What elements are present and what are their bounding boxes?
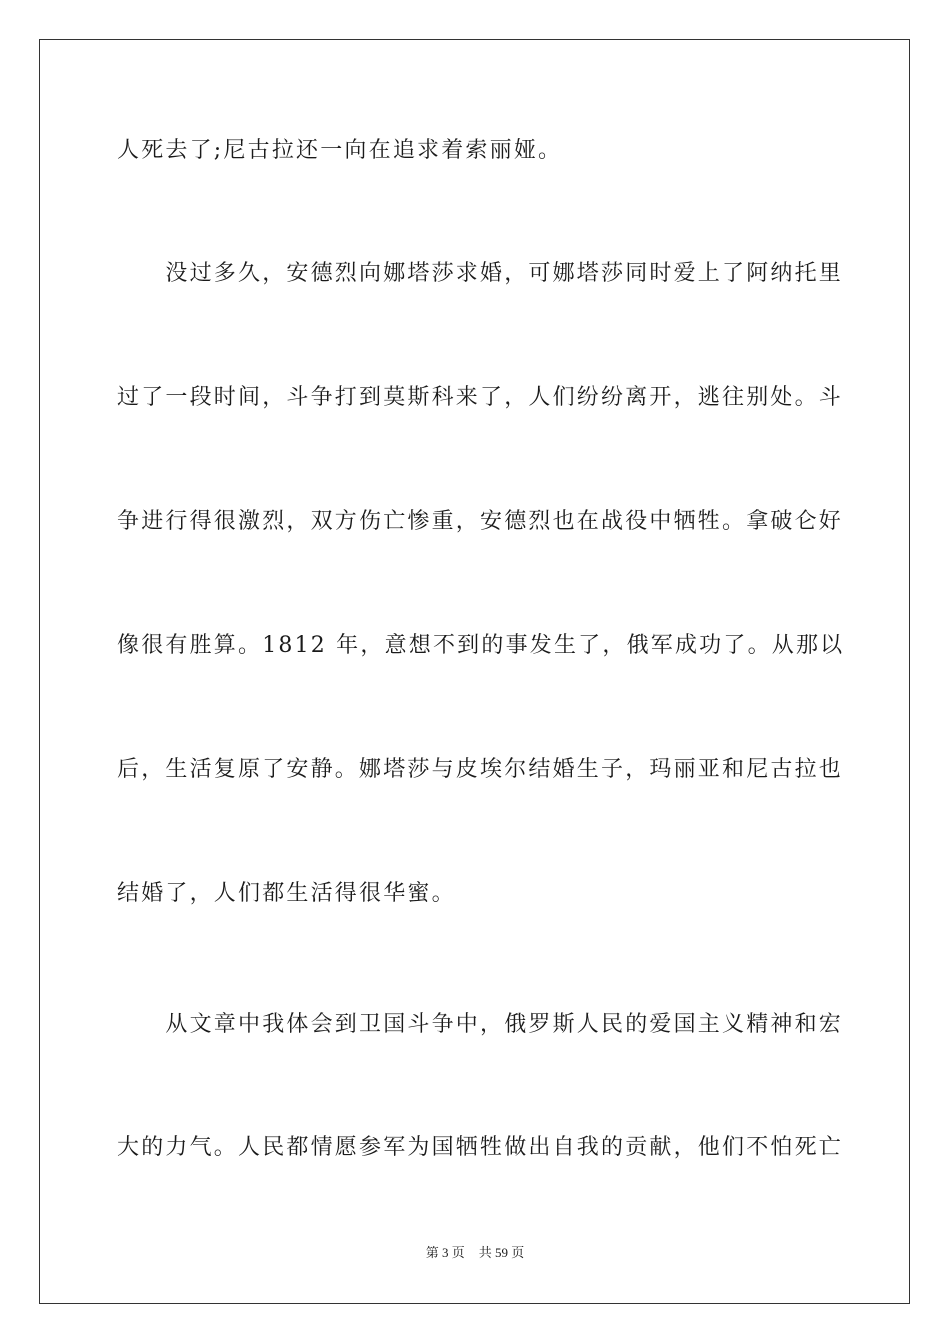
body-text-line: 过了一段时间，斗争打到莫斯科来了，人们纷纷离开，逃往别处。斗	[117, 385, 844, 410]
body-text-line: 大的力气。人民都情愿参军为国牺牲做出自我的贡献，他们不怕死亡	[117, 1135, 844, 1160]
body-text-line: 没过多久，安德烈向娜塔莎求婚，可娜塔莎同时爱上了阿纳托里	[117, 261, 844, 286]
body-text-line: 从文章中我体会到卫国斗争中，俄罗斯人民的爱国主义精神和宏	[117, 1012, 844, 1037]
page-border	[39, 39, 910, 1304]
page-footer	[0, 1244, 950, 1262]
body-text-line: 争进行得很激烈，双方伤亡惨重，安德烈也在战役中牺牲。拿破仑好	[117, 509, 844, 534]
body-text-line: 人死去了;尼古拉还一向在追求着索丽娅。	[117, 138, 563, 163]
page-number: 第 3 页	[425, 1245, 465, 1260]
body-text-line: 后，生活复原了安静。娜塔莎与皮埃尔结婚生子，玛丽亚和尼古拉也	[117, 757, 844, 782]
page-total: 共 59 页	[478, 1245, 525, 1260]
body-text-line: 像很有胜算。1812 年，意想不到的事发生了，俄军成功了。从那以	[117, 633, 845, 658]
body-text-line: 结婚了，人们都生活得很华蜜。	[117, 881, 456, 906]
